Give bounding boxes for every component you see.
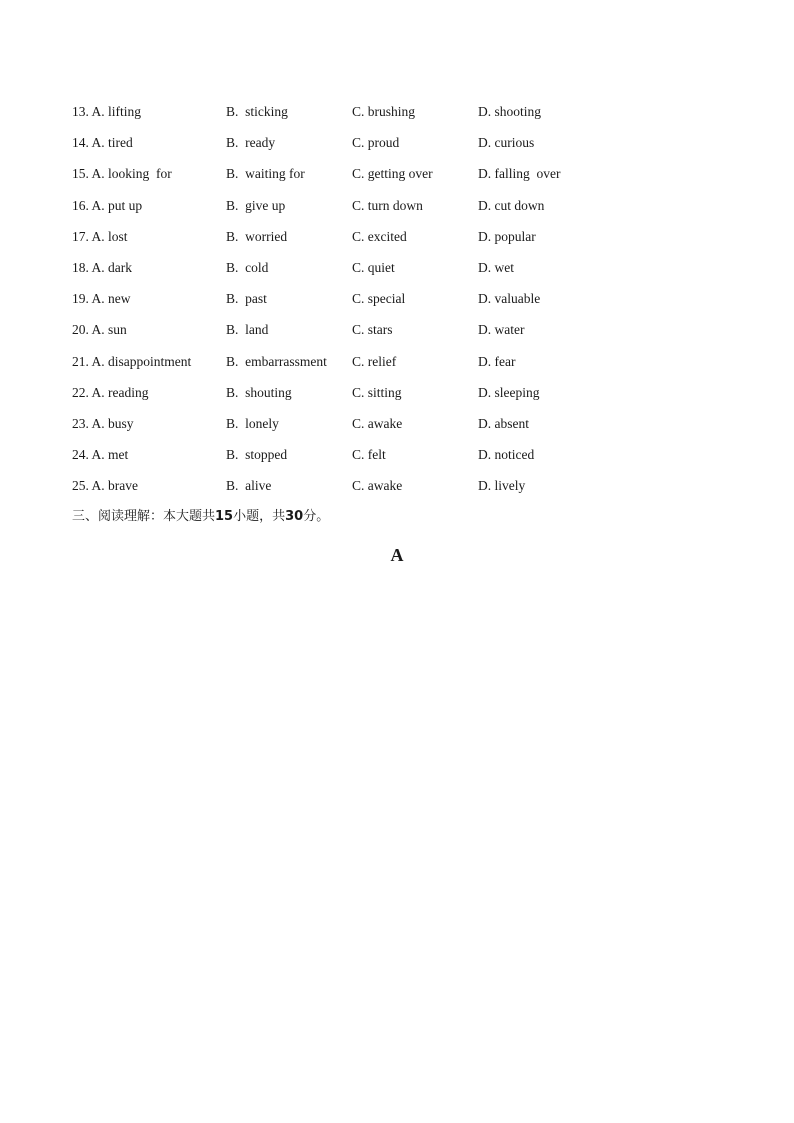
option-b: B. give up bbox=[226, 197, 286, 213]
option-a: 19. A. new bbox=[72, 291, 131, 307]
option-a: 24. A. met bbox=[72, 447, 129, 463]
option-c: C. stars bbox=[352, 322, 393, 338]
question-row bbox=[72, 259, 732, 290]
option-c: C. excited bbox=[352, 228, 407, 244]
section-heading: 三、阅读理解：本大题共15小题，共30分。 bbox=[72, 509, 330, 524]
question-row bbox=[72, 290, 732, 321]
passage-label: A bbox=[390, 545, 404, 565]
option-d: D. cut down bbox=[478, 197, 545, 213]
question-row bbox=[72, 477, 732, 508]
option-c: C. getting over bbox=[352, 166, 433, 182]
option-c: C. turn down bbox=[352, 197, 423, 213]
option-c: C. awake bbox=[352, 415, 403, 431]
question-count: 15 bbox=[215, 509, 234, 524]
option-b: B. past bbox=[226, 291, 267, 307]
option-d: D. curious bbox=[478, 135, 535, 151]
option-c: C. sitting bbox=[352, 384, 402, 400]
option-a: 23. A. busy bbox=[72, 415, 134, 431]
question-row bbox=[72, 165, 732, 196]
option-b: B. sticking bbox=[226, 104, 288, 119]
option-a: 25. A. brave bbox=[72, 478, 138, 494]
option-b: B. cold bbox=[226, 259, 269, 275]
option-a: 18. A. dark bbox=[72, 259, 133, 275]
option-c: C. quiet bbox=[352, 259, 395, 275]
option-b: B. worried bbox=[226, 228, 288, 244]
option-b: B. ready bbox=[226, 135, 276, 151]
total-points: 30 bbox=[285, 509, 304, 524]
question-row bbox=[72, 134, 732, 165]
question-row bbox=[72, 415, 732, 446]
option-a: 20. A. sun bbox=[72, 322, 127, 338]
option-b: B. alive bbox=[226, 478, 272, 494]
option-a: 17. A. lost bbox=[72, 228, 128, 244]
option-c: C. special bbox=[352, 291, 406, 307]
question-list bbox=[72, 103, 732, 508]
option-b: B. embarrassment bbox=[226, 353, 327, 369]
question-row bbox=[72, 103, 732, 134]
option-d: D. fear bbox=[478, 353, 516, 369]
option-d: D. absent bbox=[478, 415, 529, 431]
option-d: D. wet bbox=[478, 259, 514, 275]
question-row bbox=[72, 384, 732, 415]
option-a: 15. A. looking for bbox=[72, 166, 172, 182]
question-row bbox=[72, 353, 732, 384]
option-c: C. proud bbox=[352, 135, 400, 151]
option-d: D. sleeping bbox=[478, 384, 540, 400]
question-row bbox=[72, 197, 732, 228]
option-d: D. noticed bbox=[478, 447, 535, 463]
option-a: 14. A. tired bbox=[72, 135, 133, 151]
option-c: C. awake bbox=[352, 478, 403, 494]
question-row bbox=[72, 446, 732, 477]
option-b: B. stopped bbox=[226, 447, 288, 463]
option-c: C. felt bbox=[352, 447, 386, 463]
option-d: D. valuable bbox=[478, 291, 541, 307]
option-d: D. popular bbox=[478, 228, 536, 244]
question-row bbox=[72, 228, 732, 259]
option-b: B. land bbox=[226, 322, 269, 338]
option-d: D. shooting bbox=[478, 104, 542, 119]
option-a: 21. A. disappointment bbox=[72, 353, 192, 369]
option-a: 13. A. lifting bbox=[72, 104, 142, 119]
question-row bbox=[72, 321, 732, 352]
option-a: 22. A. reading bbox=[72, 384, 149, 400]
option-a: 16. A. put up bbox=[72, 197, 143, 213]
option-d: D. falling over bbox=[478, 166, 561, 182]
option-d: D. water bbox=[478, 322, 525, 338]
option-b: B. waiting for bbox=[226, 166, 305, 182]
option-b: B. shouting bbox=[226, 384, 292, 400]
option-c: C. relief bbox=[352, 353, 397, 369]
option-b: B. lonely bbox=[226, 415, 279, 431]
option-c: C. brushing bbox=[352, 104, 416, 119]
option-d: D. lively bbox=[478, 478, 526, 494]
